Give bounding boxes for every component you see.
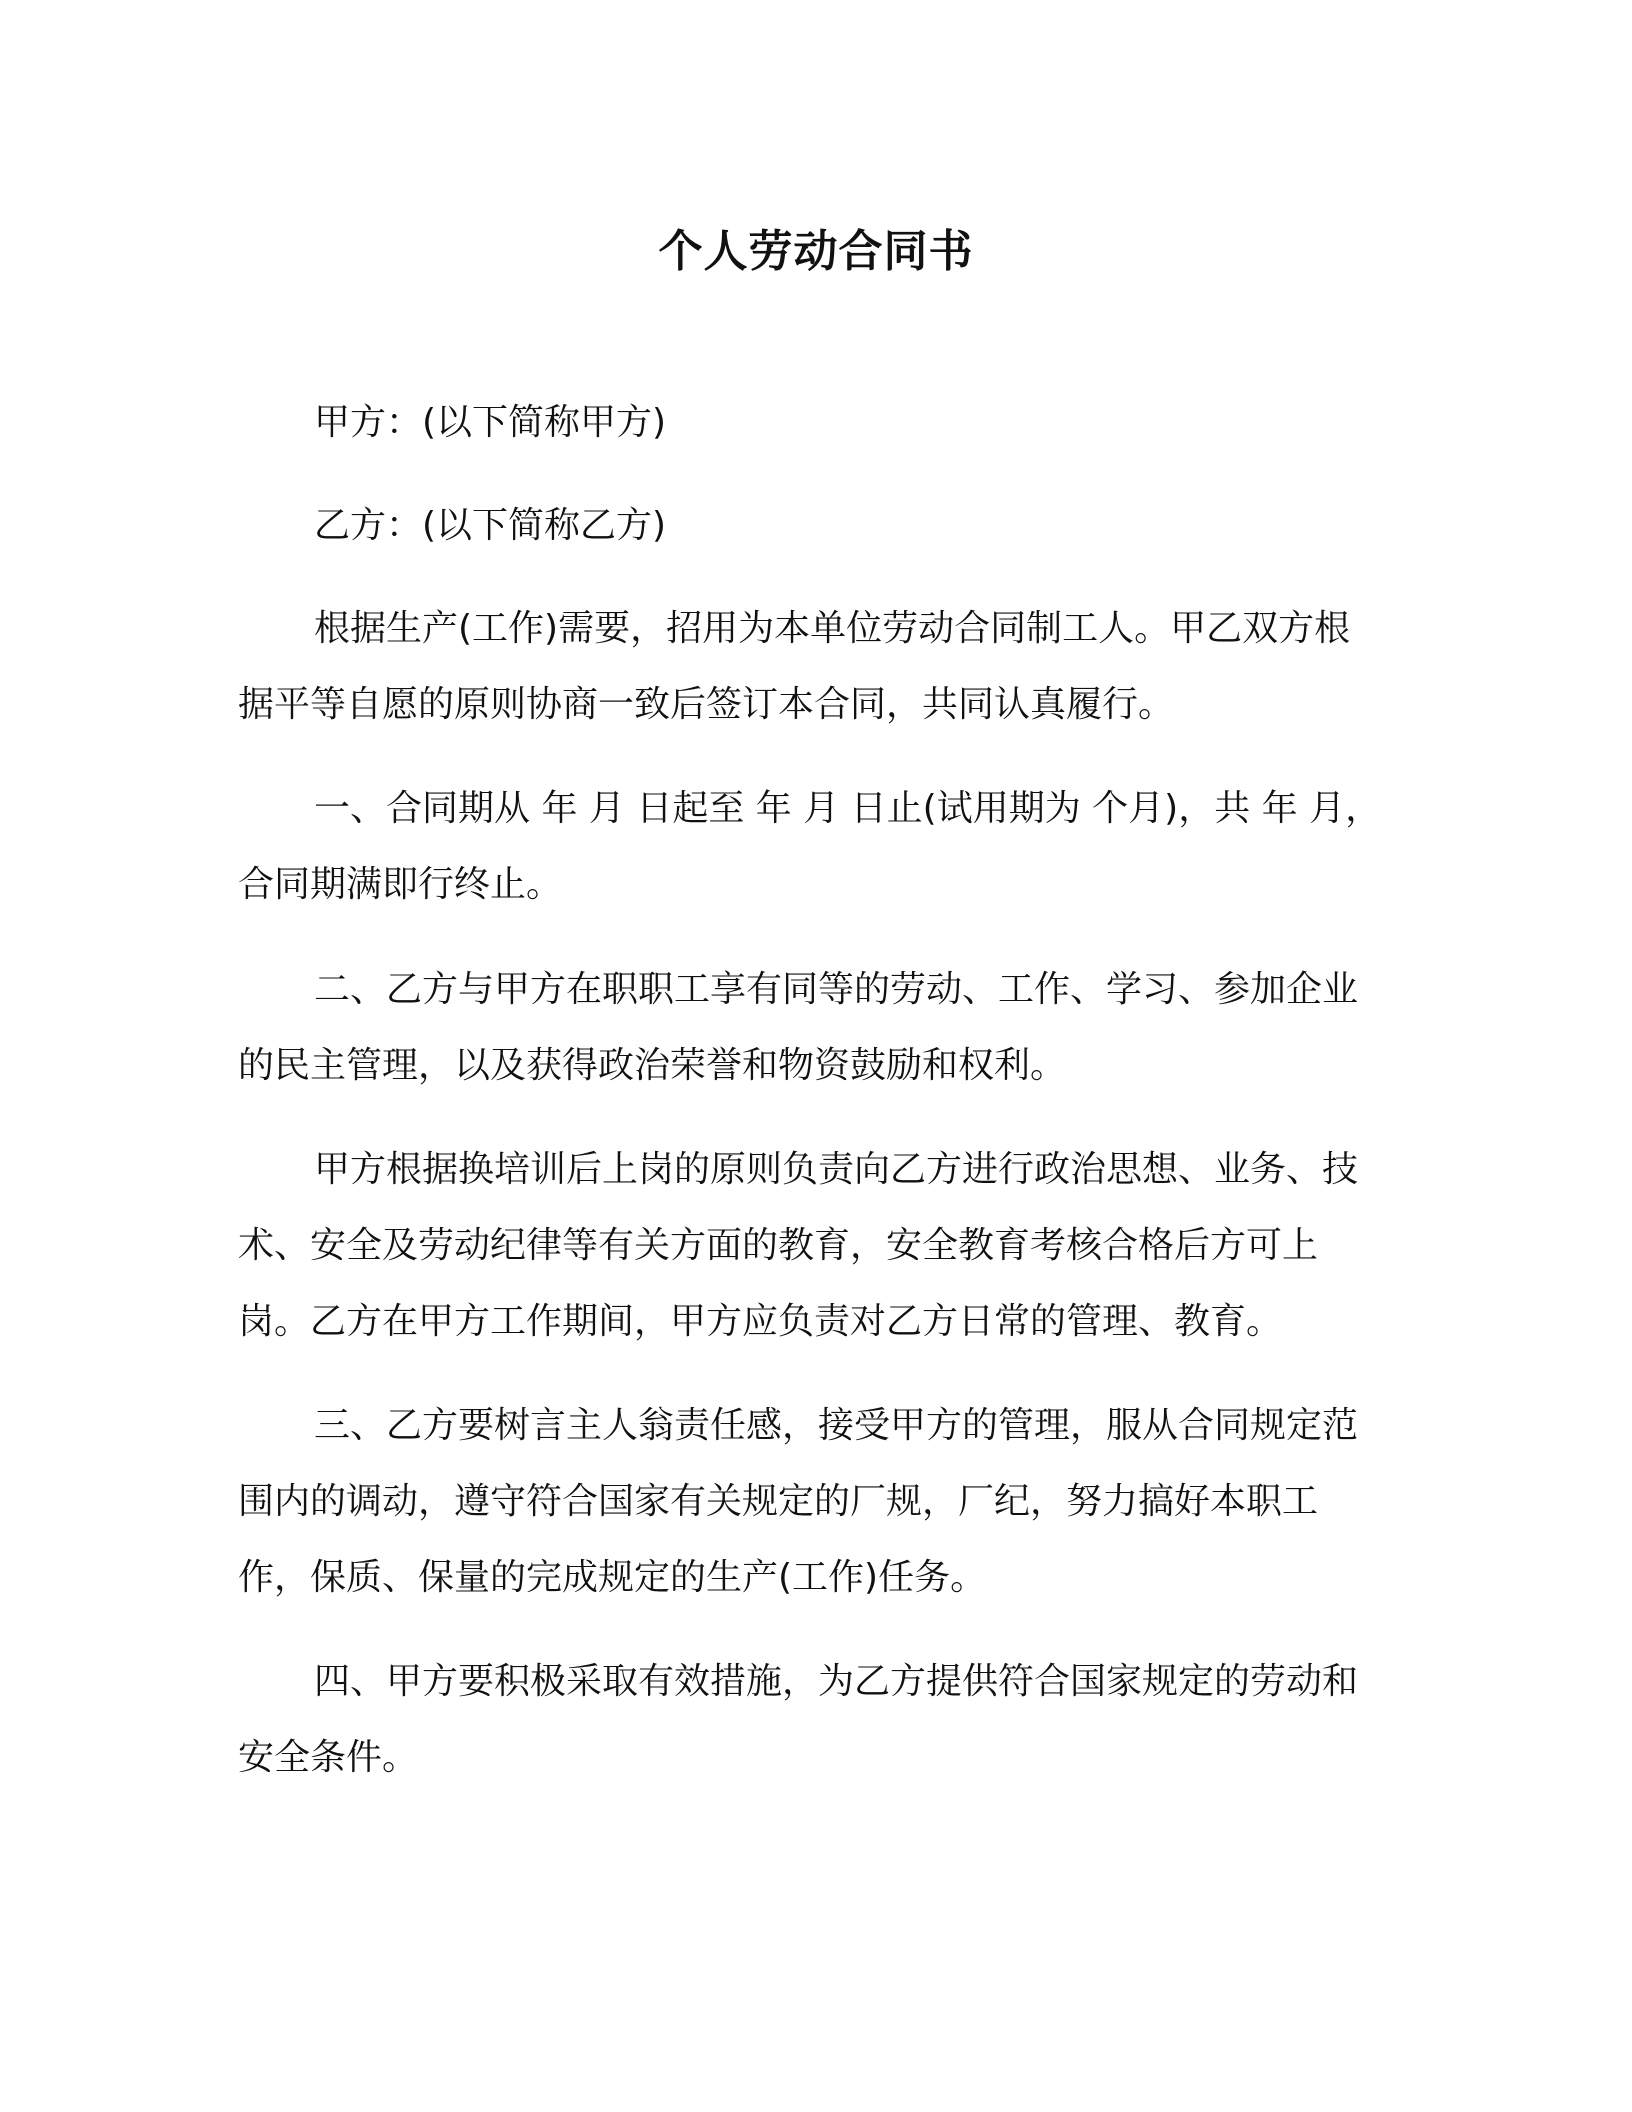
clause-2-paragraph: 二、乙方与甲方在职职工享有同等的劳动、工作、学习、参加企业的民主管理，以及获得政治荣誉和物资鼓励和权利。 bbox=[238, 969, 1359, 1086]
party-a-line: 甲方：(以下简称甲方) bbox=[314, 402, 667, 443]
preamble-paragraph: 根据生产(工作)需要，招用为本单位劳动合同制工人。甲乙双方根据平等自愿的原则协商一致后签订本合同，共同认真履行。 bbox=[238, 608, 1351, 725]
clause-1-paragraph: 一、合同期从 年 月 日起至 年 月 日止(试用期为 个月)，共 年 月，合同期满即行终止。 bbox=[238, 788, 1382, 905]
education-paragraph: 甲方根据换培训后上岗的原则负责向乙方进行政治思想、业务、技术、安全及劳动纪律等有关方面的教育，安全教育考核合格后方可上岗。乙方在甲方工作期间，甲方应负责对乙方日常的管理、教育。 bbox=[238, 1149, 1359, 1342]
clause-4-paragraph: 四、甲方要积极采取有效措施，为乙方提供符合国家规定的劳动和安全条件。 bbox=[238, 1661, 1359, 1778]
clause-3-paragraph: 三、乙方要树言主人翁责任感，接受甲方的管理，服从合同规定范围内的调动，遵守符合国家有关规定的厂规，厂纪，努力搞好本职工作，保质、保量的完成规定的生产(工作)任务。 bbox=[238, 1405, 1359, 1598]
document-title: 个人劳动合同书 bbox=[658, 226, 974, 277]
party-b-line: 乙方：(以下简称乙方) bbox=[314, 505, 667, 546]
